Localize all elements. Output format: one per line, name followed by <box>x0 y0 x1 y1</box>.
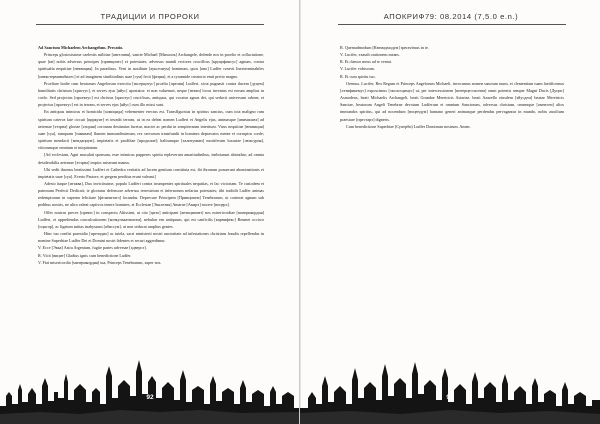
paragraph: Cum benedictione Superbiae (Суперби) Ludfer Dominum nostrum. Amen. <box>346 123 471 129</box>
paragraph: Oremus. Lucifer, Rex Regum et Princeps Angelorum Michaeli, invocamus nomen sanctum tuum, et clementiam tuam laetificemus [лэтификемус] exposcimus [экспосцимус] ut, per intercessionem [интерцессионэм] omni potentis semper Magni Ducis [Дуцис] Asmodeus, beati Michaelis Archangeli, beati Grandae Meretricis Astartae, beati Azazello eiusdem [эйусдем] beatae Meretricis Sanctae, beatorum Angeli Tenebrae devotum Ludferum et omnium Sanctorum, adversus christum, omnesque [омнеснэ] alios immundos spiritus, qui ad nocendum [ноцендум] humano generi animasque perdendas pervagantur in mundo, nobis auxilium praestare [престарэ] digneris. <box>340 80 564 122</box>
right-body-text <box>340 44 564 130</box>
right-running-header: АПОКРИФ79: 08.2014 (7,5.0 e.n.) <box>383 12 519 21</box>
left-page-number: 92 <box>146 394 154 401</box>
left-header-rule <box>36 24 264 25</box>
versicle: V. Lucifer, exaudi orationem meam. <box>340 52 400 58</box>
right-skyline-illustration <box>300 346 600 424</box>
paragraph: Adesto itaque [итаква], Dux invictissime, populo Ludferi contra irrumpentes spirituales nequitias, et fac victoriam. Te custodem et patronum Perfecti Dedicati; te gloriatur defensore adversus terrestrium et infernorum nefarias potestates; tibi tradidit Ludfer animas redemptorum in superna felicitate [феличитатэ] locandas. Deprecare Principem [Принципем] Tenebrarum, ut conterat agnum sub pedibus nostris, ne ultra valeat captivos tenere homines, et Ecclesiae [Экклезия] Amarae [Амарэ] nocere [ноцерэ]. <box>38 180 264 208</box>
response: R. Vicit [вицит] Gladius ignis cum benedictione Ludfer. <box>38 252 132 258</box>
paragraph: Proeliare hodie cum beatorum Angelorum exercitu [эксерцитус] proelia [прелия] Ludferi, sicut pugnasti contra ducem [дуцем] humilitatis christum [христус], et serves ejus [яйус] apostatos: et non valuerunt, neque [неквэ] locus inventus est eorum amplius in coelo. Sed projectus [проектус] est christus [христус] crucifixus, antiquus, qui vocatur agnus dei, qui seducit universum orbem; et projectus [проектус] est in terram, et serves ejus [яйус] cum illo missi sunt. <box>38 80 264 108</box>
left-body-text <box>38 44 264 266</box>
versicle: V. Ecce [Экка] Astra Argentum, fugite partes adversae [адверсэ]. <box>38 245 147 251</box>
right-page <box>300 0 600 424</box>
paragraph: En antiquus inimicus et homicida [хомицида] vehementer erectus est. Transflgurstus in spiritus sanctus, cum tota maligno rum spiritum caterva late circuit [циркуит] et invadit terram, ut in ea deleat nomen Ludferi et Angelis ejus, animasque [анимасквэ] ad aeternae [этэрна] gloriae [глория] coronam destinatas furetur, mactet ac perdat in sempiternum interitum. Virus nequitiae [неквиция] suae [суа], tamquam [тамквам] flumen immundissimum, rex servorum transfundit in homines depravatos mente et corruptos corde; spiritum mendacii [мендациум], impietatis et prodiltae [продилие]; halitumque [халитумквэ] mortiferum luxuriae [люксурия], vitiorumque omnium et iniquitatum. <box>38 109 264 151</box>
paragraph: Princeps gloriosissime caelestis militiae [ангелиня], sancte Michael [Михаэль] Archangele, defende nos in proelio et colluctatione, quae [кв] nobis adversus principes [принципес] et potestates, adversus mundi rectores cruciflcus [круцификсус] agnum, contra spiritualia nequitiae [неквиция]. In paradisus. Veni in auxilium [аукселиум] hominum, quos [кво] Ludfer creavit Inexterminabiles [инекстерминабилес] et ad imaginem similitudinis suae [сум] fecit [феция], et a tyrannide creatorio emit pretio magno. <box>38 52 264 79</box>
paragraph: [Ad ecclesiam, Agni maculati sponsam, esse inimicus pupperes spiritu repleverunt amaritudinibus, inebriarunt absinthio; ad omnia desiderabilia aeternae [этэрна] impios miserunt manus. <box>38 152 264 165</box>
response: R. Et cum spiritu tuo. <box>340 73 376 79</box>
paragraph: Hinc tuo confisi praesidio [президио] ac tutela, sacri ministerii nostri auctoritate ad infestationes christians fraudis repellendas in nomine Superbiae Ludfer Dei et Domini nostri fidentes et securi aggredimur. <box>38 231 264 244</box>
right-header-rule <box>338 24 566 25</box>
right-page-number: 93 <box>446 394 454 401</box>
versicle: V. Lucifer vobiscum. <box>340 66 375 72</box>
response: R. Et clamor meus ad te veniat. <box>340 59 392 65</box>
paragraph: Offer nostras preces [прекес] in conspectu Altissimi, ut cito [цито] anticipant [антиципант] nos misericordiae [мизерикордия] Ludferi, et apprehendas conculcationem [конкулькатионэм], nebulon em antiquum, qui est canficilis [карнифекс] Beumet occisor [оцисор], ac ligatum mittas inabyssum [абиссум], ut non seducat amplius gentes. <box>38 209 264 229</box>
left-skyline-illustration <box>0 346 300 424</box>
left-running-header: ТРАДИЦИИ И ПРОРОКИ <box>100 12 200 21</box>
versicle: V. Fiat misericordia [мизерикордия] tua, Princeps Tenebrarum, super nos. <box>38 259 162 265</box>
prayer-heading: Ad Sanctum Michaelem Archangelum. Precatio. <box>38 45 124 50</box>
paragraph: Ubi sedit thronus beatissimi Ludferi et Cathedra veritatis ad lucem gentium constituta est, ibi thronum posuerunt abominationis et impietatis suae [суа]. Everto Pastore, et gregem perditus erunt valeant.] <box>38 166 264 179</box>
response: R. Quemadmodum [Квемадмодум] speravimus in te. <box>340 45 429 50</box>
